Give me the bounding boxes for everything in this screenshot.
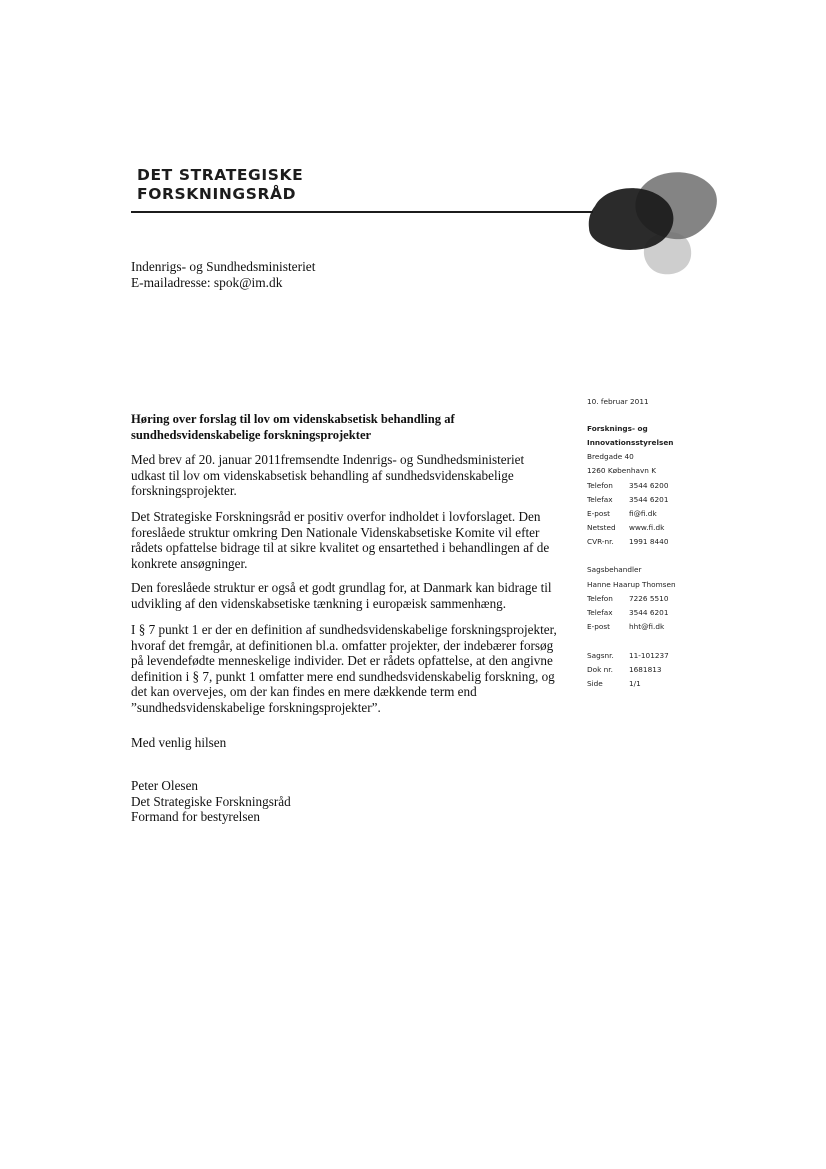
recipient-block — [131, 259, 315, 291]
paragraph-line: I § 7 punkt 1 er der en definition af sundhedsvidenskabelige forskningsprojekter, — [131, 622, 557, 637]
paragraph-line: udvikling af den videnskabsetiske tænkning i europæisk sammenhæng. — [131, 595, 507, 611]
contact-row — [587, 537, 668, 546]
subject-line-1: Høring over forslag til lov om videnskabsetisk behandling af — [131, 412, 455, 426]
handler-row — [587, 622, 664, 631]
closing-text: Med venlig hilsen — [131, 735, 227, 750]
case-row — [587, 651, 669, 660]
contact-label: Telefax — [587, 495, 613, 504]
paragraph-line: foreslåede struktur omkring Den Nationale Videnskabsetiske Komite vil efter — [131, 524, 540, 540]
handler-name: Hanne Haarup Thomsen — [587, 580, 676, 589]
contact-value: 1991 8440 — [629, 537, 669, 546]
letter-subject — [131, 412, 551, 443]
handler-value: 3544 6201 — [629, 608, 669, 617]
handler-label: Telefon — [587, 594, 613, 603]
contact-value: www.fi.dk — [629, 523, 665, 532]
paragraph-2 — [131, 509, 561, 571]
brand-line-1: DET STRATEGISKE — [137, 166, 304, 184]
paragraph-line: Det Strategiske Forskningsråd er positiv overfor indholdet i lovforslaget. Den — [131, 509, 541, 524]
contact-row — [587, 523, 664, 532]
header-rule — [131, 211, 593, 213]
agency-address-street: Bredgade 40 — [587, 452, 634, 461]
handler-value: 7226 5510 — [629, 594, 669, 603]
agency-name-line-2: Innovationsstyrelsen — [587, 438, 674, 447]
case-value: 1/1 — [629, 679, 641, 688]
case-value: 1681813 — [629, 665, 662, 674]
paragraph-line: hvoraf det fremgår, at definitionen bl.a. omfatter projekter, der indebærer forsøg — [131, 637, 554, 653]
case-row — [587, 679, 641, 688]
contact-label: Telefon — [587, 481, 613, 490]
paragraph-line: ”sundhedsvidenskabelige forskningsprojekter”. — [131, 699, 381, 715]
handler-row — [587, 608, 668, 617]
brand-wordmark — [137, 166, 303, 204]
contact-value: 3544 6200 — [629, 481, 669, 490]
paragraph-line: det kan overvejes, om der kan findes en mere dækkende term end — [131, 684, 477, 700]
subject-line-2: sundhedsvidenskabelige forskningsprojekter — [131, 427, 372, 442]
case-value: 11-101237 — [629, 651, 669, 660]
sidebar — [587, 0, 737, 1169]
contact-value: fi@fi.dk — [629, 509, 657, 518]
paragraph-line: rådets opfattelse bidrage til at sikre kvalitet og ensartethed i behandlingen af de — [131, 540, 550, 556]
handler-row — [587, 594, 668, 603]
contact-row — [587, 495, 668, 504]
case-row — [587, 665, 662, 674]
agency-address-city: 1260 København K — [587, 466, 657, 475]
paragraph-line: definition i § 7, punkt 1 omfatter mere end sundhedsvidenskabelig forskning, og — [131, 668, 555, 684]
handler-value: hht@fi.dk — [629, 622, 665, 631]
paragraph-line: forskningsprojekter. — [131, 483, 237, 499]
case-label: Side — [587, 679, 603, 688]
signature-org: Det Strategiske Forskningsråd — [131, 793, 291, 809]
contact-value: 3544 6201 — [629, 495, 669, 504]
agency-name-line-1: Forsknings- og — [587, 424, 648, 433]
signature-name: Peter Olesen — [131, 778, 199, 793]
contact-label: CVR-nr. — [587, 537, 614, 546]
closing — [131, 735, 561, 751]
handler-heading: Sagsbehandler — [587, 565, 642, 574]
signature-block — [131, 778, 561, 825]
letter-date: 10. februar 2011 — [587, 397, 649, 406]
paragraph-1 — [131, 452, 561, 499]
case-label: Dok nr. — [587, 665, 613, 674]
paragraph-line: Den foreslåede struktur er også et godt grundlag for, at Danmark kan bidrage til — [131, 580, 552, 595]
signature-title: Formand for bestyrelsen — [131, 809, 260, 825]
contact-label: E-post — [587, 509, 611, 518]
paragraph-4 — [131, 622, 561, 716]
recipient-email: E-mailadresse: spok@im.dk — [131, 275, 283, 290]
recipient-name: Indenrigs- og Sundhedsministeriet — [131, 259, 316, 274]
paragraph-line: konkrete ansøgninger. — [131, 555, 248, 571]
paragraph-line: på levendefødte menneskelige individer. Det er rådets opfattelse, at den angivne — [131, 653, 553, 669]
handler-label: Telefax — [587, 608, 613, 617]
brand-line-2: FORSKNINGSRÅD — [137, 185, 297, 203]
paragraph-3 — [131, 580, 561, 611]
case-label: Sagsnr. — [587, 651, 614, 660]
contact-row — [587, 481, 668, 490]
contact-row — [587, 509, 657, 518]
paragraph-line: Med brev af 20. januar 2011fremsendte Indenrigs- og Sundhedsministeriet — [131, 452, 525, 467]
contact-label: Netsted — [587, 523, 616, 532]
paragraph-line: udkast til lov om videnskabsetisk behandling af sundhedsvidenskabelige — [131, 467, 514, 483]
handler-label: E-post — [587, 622, 611, 631]
